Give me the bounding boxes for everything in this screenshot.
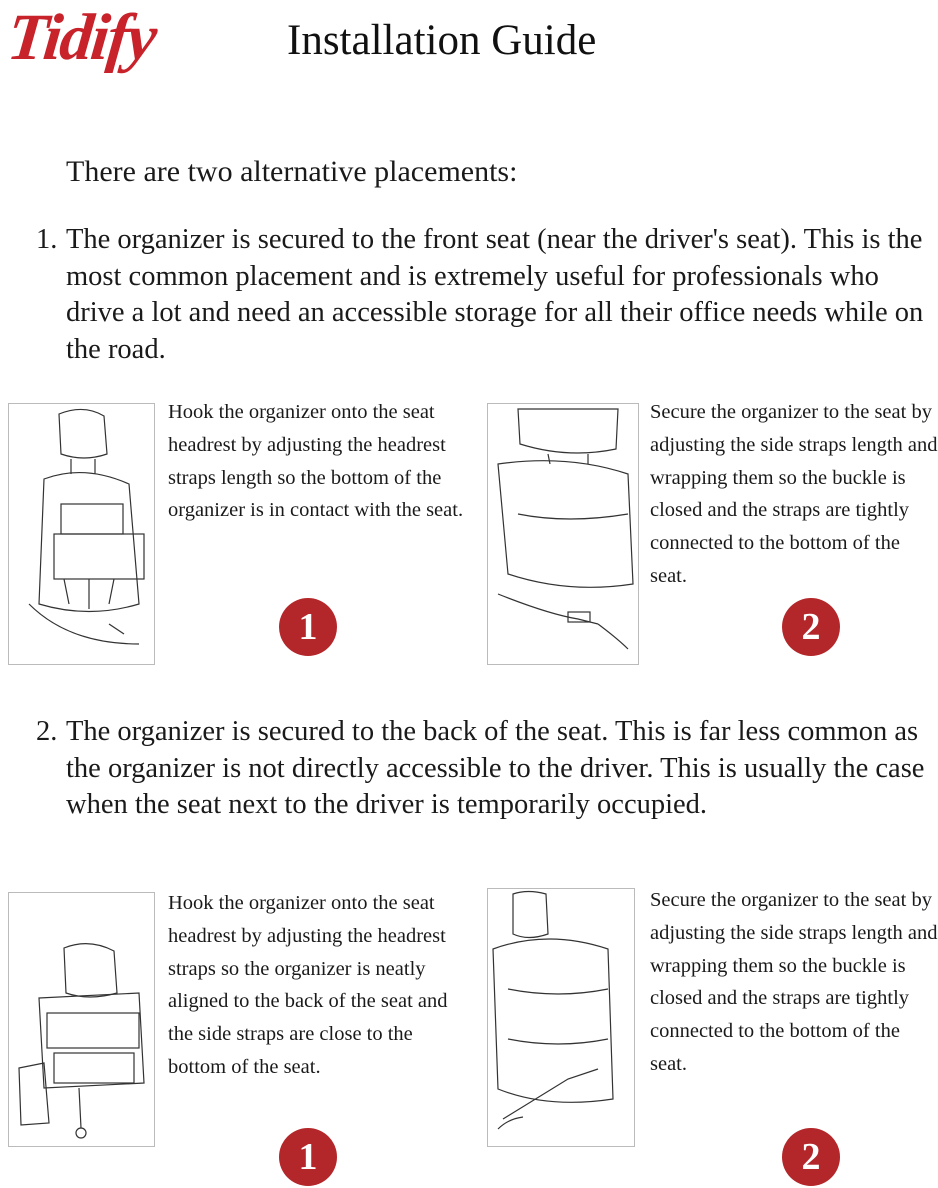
placement-number: 2. [36,716,58,747]
placement-1-description [36,222,936,369]
step-caption: Secure the organizer to the seat by adjusting the side straps length and wrapping them so the buckle is closed and the straps are tightly connected to the bottom of the seat. [650,889,938,1075]
step-caption: Hook the organizer onto the seat headrest by adjusting the headrest straps length so the bottom of the organizer is in contact with the seat. [168,401,464,522]
page-title: Installation Guide [287,17,597,64]
step-badge-2: 2 [782,1128,840,1186]
step-caption: Hook the organizer onto the seat headrest by adjusting the headrest straps so the organizer is neatly aligned to the back of the seat and the side straps are close to the bottom of the seat. [168,892,448,1078]
step-caption: Secure the organizer to the seat by adjusting the side straps length and wrapping them so the buckle is closed and the straps are tightly connected to the bottom of the seat. [650,401,938,587]
placement-number: 1. [36,224,58,255]
intro-text: There are two alternative placements: [66,155,518,188]
step-badge-2: 2 [782,598,840,656]
front-seat-strap-illustration [487,403,639,665]
tidify-logo: Tidify [4,1,159,74]
step-badge-1: 1 [279,1128,337,1186]
placement-text: The organizer is secured to the back of the seat. This is far less common as the organizer is not directly accessible to the driver. This is usually the case when the seat next to the driver is temporarily occupied. [66,716,925,821]
placement-2-description [36,714,936,824]
placement-text: The organizer is secured to the front seat (near the driver's seat). This is the most common placement and is extremely useful for professionals who drive a lot and need an accessible storage for all their office needs while on the road. [66,224,924,366]
back-seat-hook-illustration [8,892,155,1147]
back-seat-strap-illustration [487,888,635,1147]
step-badge-1: 1 [279,598,337,656]
front-seat-hook-illustration [8,403,155,665]
